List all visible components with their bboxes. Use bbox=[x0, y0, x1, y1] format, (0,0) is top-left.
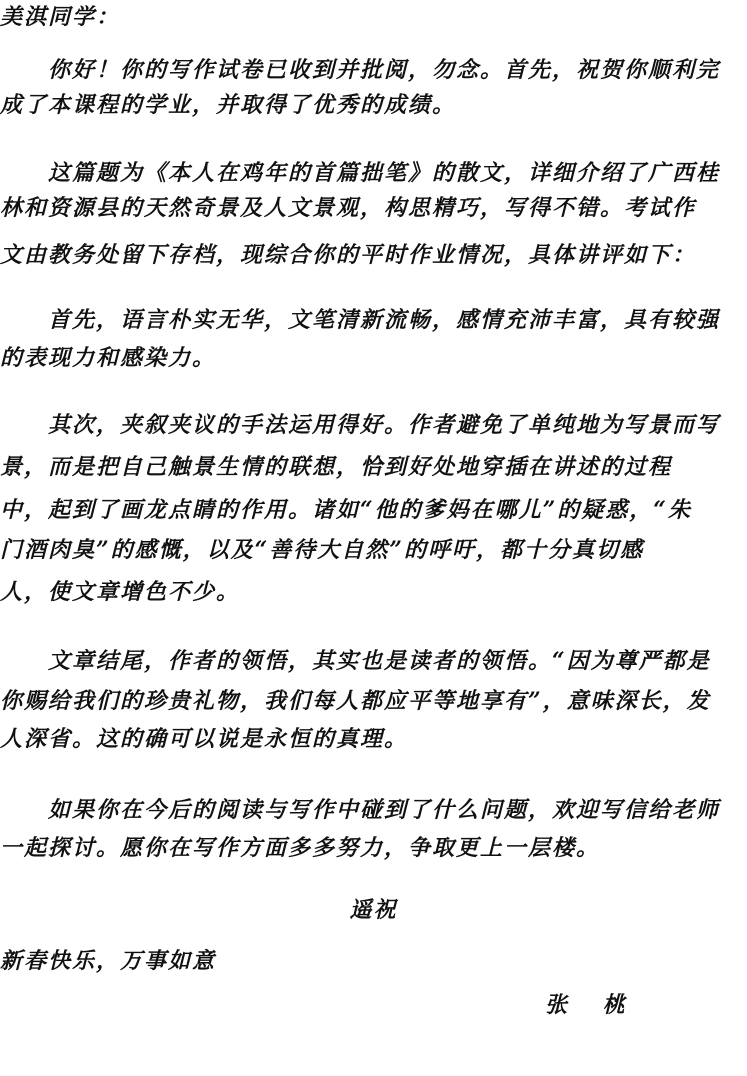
paragraph-2-line-2: 林和资源县的天然奇景及人文景观，构思精巧，写得不错。考试作 bbox=[0, 195, 697, 221]
paragraph-6-line-1: 如果你在今后的阅读与写作中碰到了什么问题，欢迎写信给老师 bbox=[48, 797, 721, 823]
paragraph-6-line-2: 一起探讨。愿你在写作方面多多努力，争取更上一层楼。 bbox=[0, 835, 601, 861]
paragraph-5-line-3: 人深省。这的确可以说是永恒的真理。 bbox=[0, 726, 409, 752]
paragraph-5-line-2: 你赐给我们的珍贵礼物，我们每人都应平等地享有”，意味深长，发 bbox=[0, 688, 711, 714]
paragraph-3-line-1: 首先，语言朴实无华，文笔清新流畅，感情充沛丰富，具有较强 bbox=[48, 307, 721, 333]
signature: 张 桃 bbox=[545, 992, 639, 1018]
paragraph-4-line-1: 其次，夹叙夹议的手法运用得好。作者避免了单纯地为写景而写 bbox=[48, 412, 721, 438]
paragraph-4-line-3: 中，起到了画龙点睛的作用。诸如“他的爹妈在哪儿”的疑惑，“朱 bbox=[0, 497, 692, 523]
paragraph-1-line-2: 成了本课程的学业，并取得了优秀的成绩。 bbox=[0, 92, 457, 118]
paragraph-4-line-2: 景，而是把自己触景生情的联想，恰到好处地穿插在讲述的过程 bbox=[0, 454, 673, 480]
paragraph-5-line-1: 文章结尾，作者的领悟，其实也是读者的领悟。“因为尊严都是 bbox=[48, 648, 711, 674]
wish: 新春快乐，万事如意 bbox=[0, 948, 217, 974]
paragraph-2-line-1: 这篇题为《本人在鸡年的首篇拙笔》的散文，详细介绍了广西桂 bbox=[48, 160, 721, 186]
paragraph-3-line-2: 的表现力和感染力。 bbox=[0, 345, 217, 371]
salutation: 美淇同学： bbox=[0, 4, 121, 30]
paragraph-4-line-4: 门酒肉臭”的感慨，以及“善待大自然”的呼吁，都十分真切感 bbox=[0, 537, 644, 563]
closing: 遥祝 bbox=[349, 897, 398, 923]
paragraph-4-line-5: 人，使文章增色不少。 bbox=[0, 579, 241, 605]
paragraph-1-line-1: 你好！你的写作试卷已收到并批阅，勿念。首先，祝贺你顺利完 bbox=[48, 57, 721, 83]
paragraph-2-line-3: 文由教务处留下存档，现综合你的平时作业情况，具体讲评如下： bbox=[0, 242, 697, 268]
